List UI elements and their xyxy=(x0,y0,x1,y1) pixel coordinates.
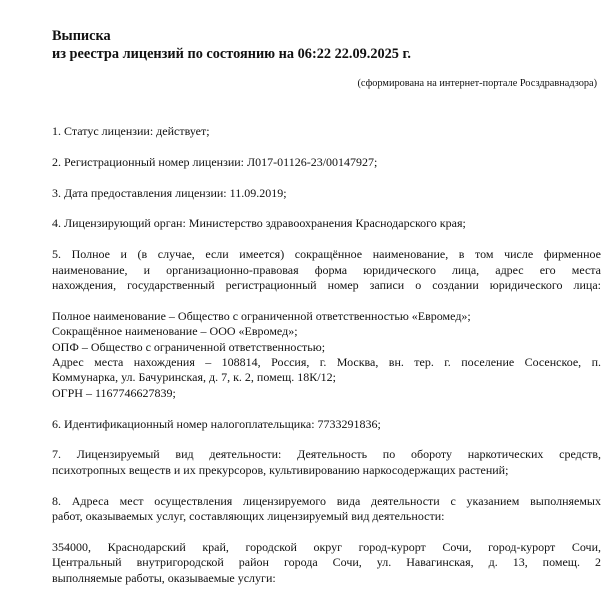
generation-note: (сформирована на интернет-портале Росздравнадзора) xyxy=(357,78,597,89)
text-line: психотропных веществ и их прекурсоров, культивированию наркосодержащих растений; xyxy=(52,462,509,477)
title-line-1: Выписка xyxy=(52,28,111,44)
text-line: работ, оказываемых услуг, составляющих лицензируемый вид деятельности: xyxy=(52,509,445,524)
text-line: 2. Регистрационный номер лицензии: Л017-01126-23/00147927; xyxy=(52,154,378,169)
document-body xyxy=(52,124,601,601)
text-line: 354000, Краснодарский край, городской округ город-курорт Сочи, город-курорт Сочи, xyxy=(52,539,601,554)
text-line: 7. Лицензируемый вид деятельности: Деятельность по обороту наркотических средств, xyxy=(52,447,601,462)
paragraph-licensing-authority xyxy=(52,216,601,231)
text-line: наименование, и организационно-правовая форма юридического лица, адрес его места xyxy=(52,262,601,277)
document-title xyxy=(52,27,601,63)
text-line: ОПФ – Общество с ограниченной ответственностью; xyxy=(52,339,326,354)
text-line: Центральный внутригородской район города Сочи, ул. Навагинская, д. 13, помещ. 2 xyxy=(52,555,601,570)
paragraph-license-date xyxy=(52,186,601,201)
title-line-2: из реестра лицензий по состоянию на 06:22 22.09.2025 г. xyxy=(52,46,411,62)
text-line: 3. Дата предоставления лицензии: 11.09.2019; xyxy=(52,185,287,200)
text-line: 5. Полное и (в случае, если имеется) сокращённое наименование, в том числе фирменное xyxy=(52,247,601,262)
paragraph-reg-number xyxy=(52,155,601,170)
paragraph-inn xyxy=(52,417,601,432)
text-line: Коммунарка, ул. Бачуринская, д. 7, к. 2, помещ. 18К/12; xyxy=(52,370,336,385)
text-line: Адрес места нахождения – 108814, Россия, г. Москва, вн. тер. г. поселение Сосенское, п. xyxy=(52,355,601,370)
text-line: Полное наименование – Общество с ограниченной ответственностью «Евромед»; xyxy=(52,308,471,323)
text-line: 8. Адреса мест осуществления лицензируемого вида деятельности с указанием выполняемых xyxy=(52,493,601,508)
text-line: ОГРН – 1167746627839; xyxy=(52,385,176,400)
text-line: Сокращённое наименование – ООО «Евромед»; xyxy=(52,324,298,339)
text-line: нахождения, государственный регистрационный номер записи о создании юридического лица: xyxy=(52,278,601,292)
text-line: 1. Статус лицензии: действует; xyxy=(52,124,210,138)
paragraph-status xyxy=(52,124,601,139)
text-line: 6. Идентификационный номер налогоплательщика: 7733291836; xyxy=(52,416,381,431)
text-line: выполняемые работы, оказываемые услуги: xyxy=(52,570,276,585)
text-line: 4. Лицензирующий орган: Министерство здравоохранения Краснодарского края; xyxy=(52,216,466,231)
